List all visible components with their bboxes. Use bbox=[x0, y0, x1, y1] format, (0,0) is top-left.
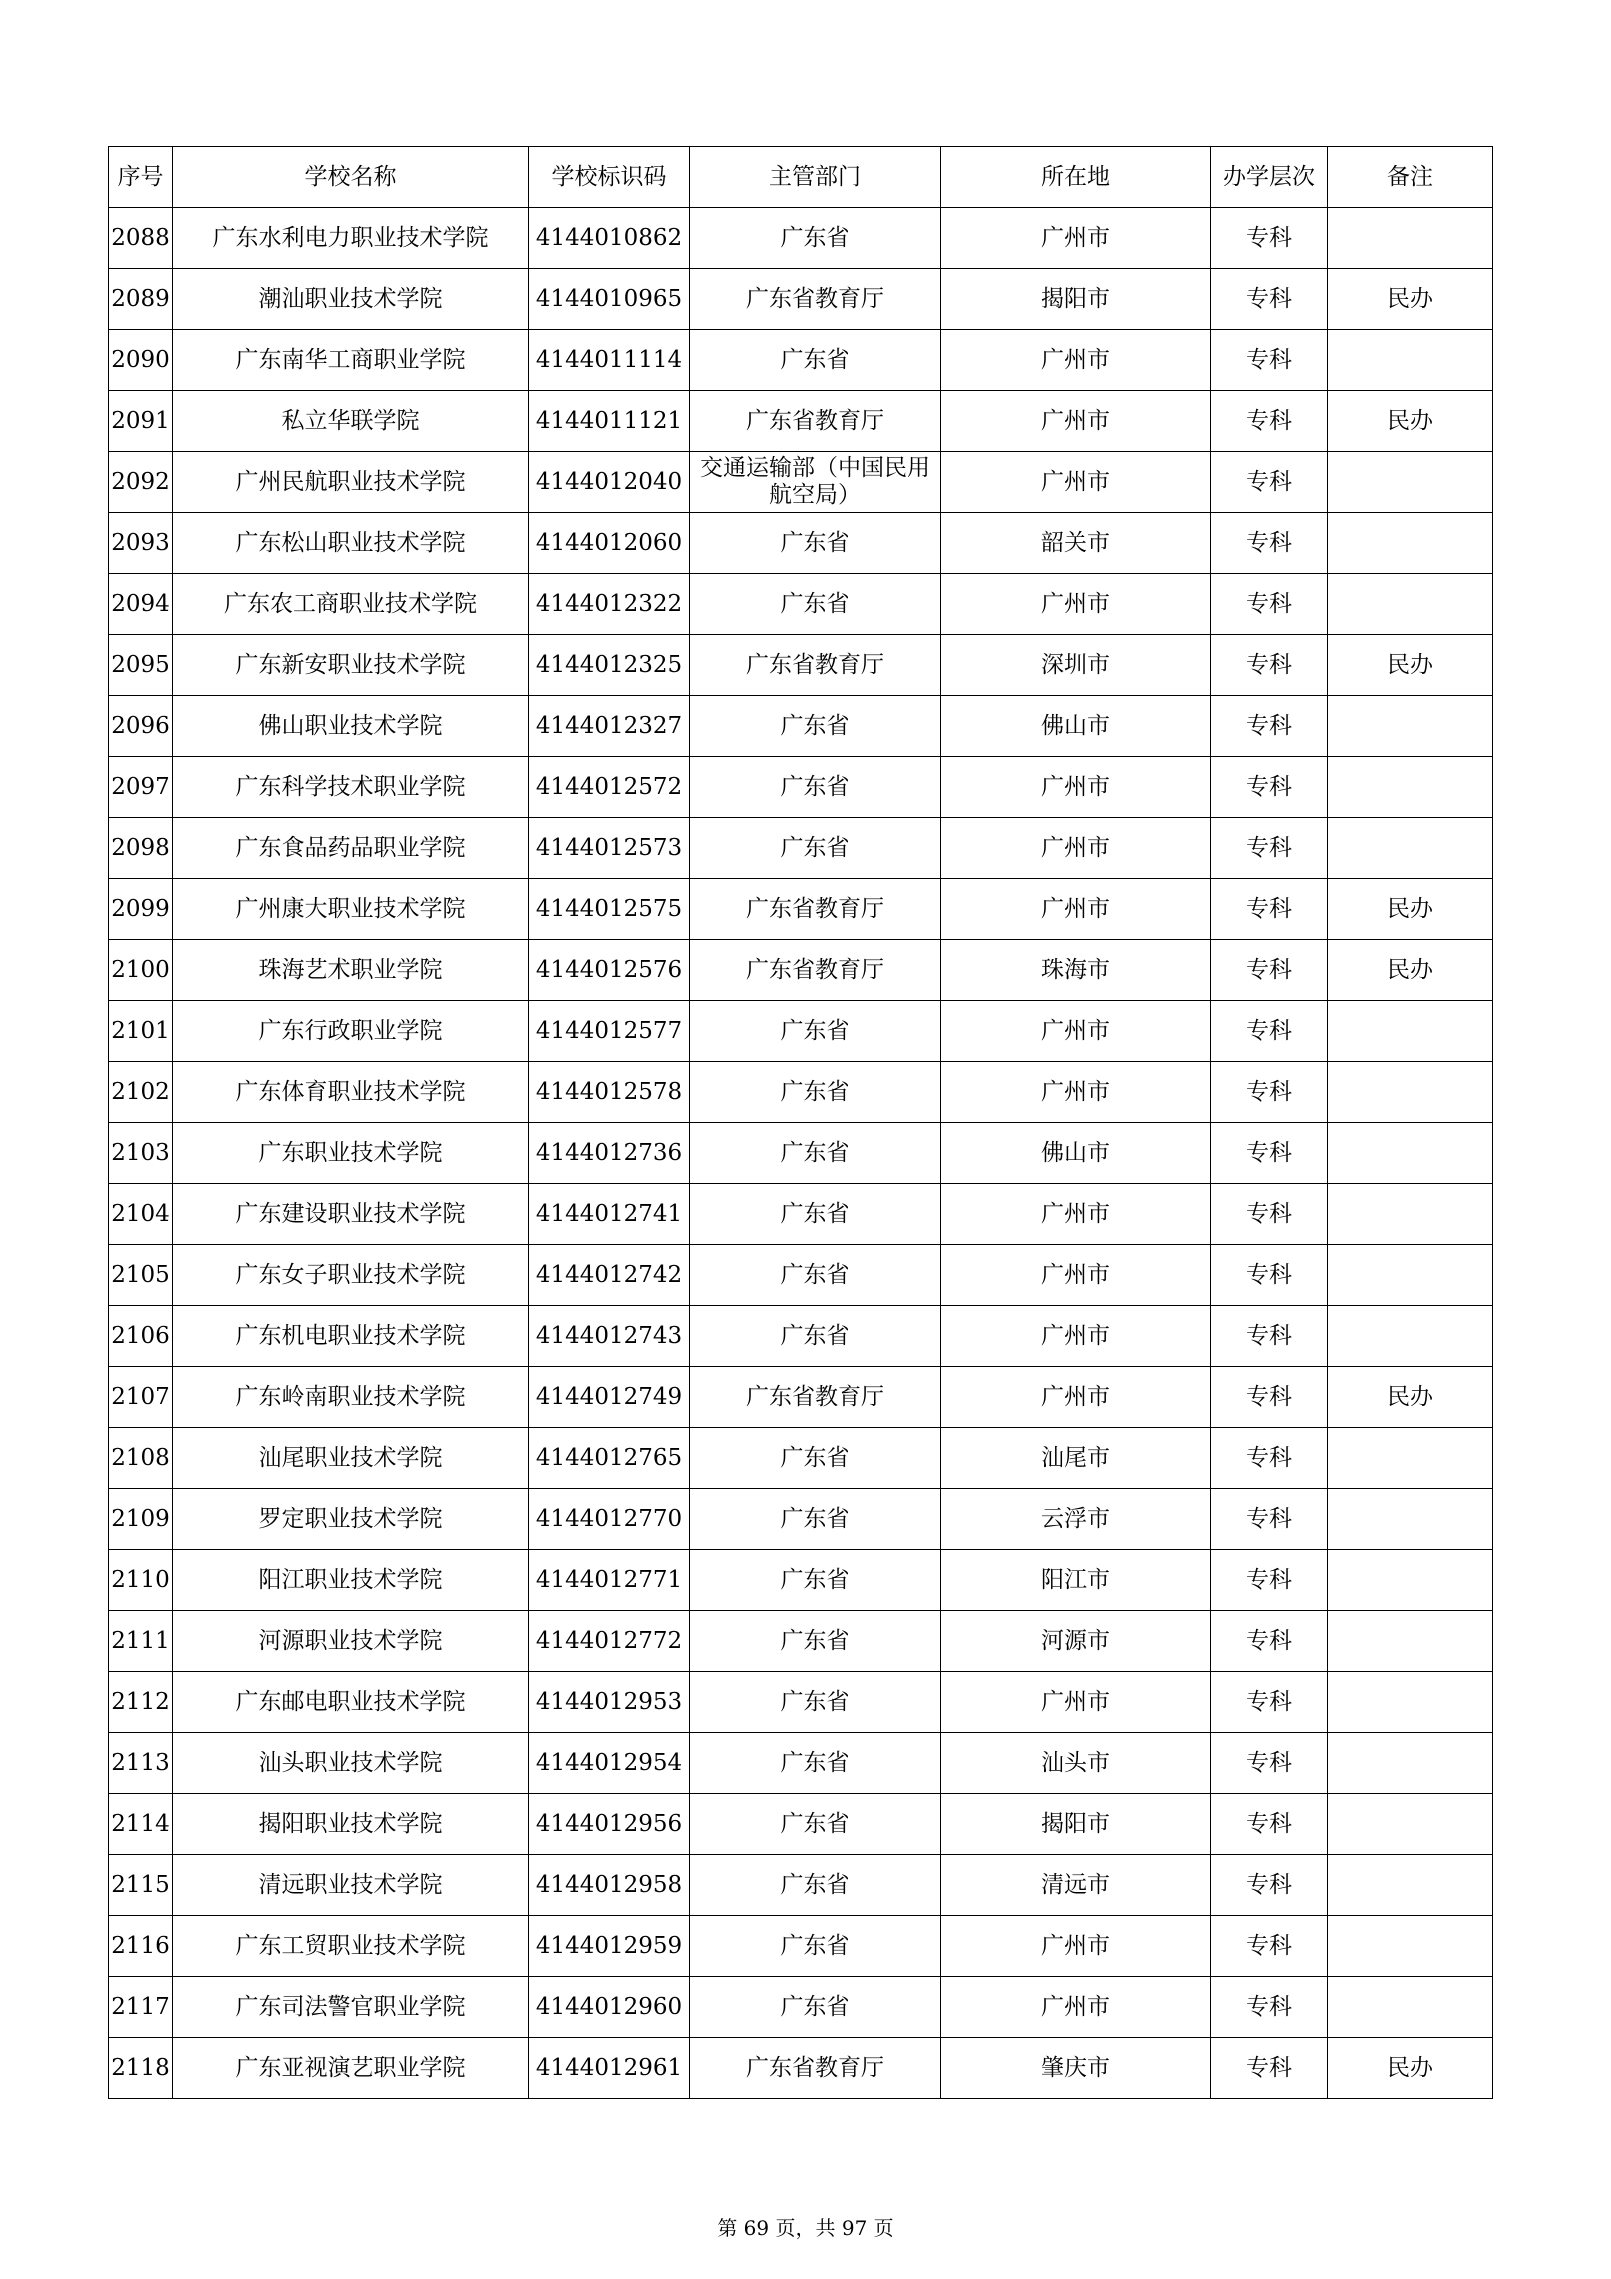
cell-level: 专科 bbox=[1211, 1550, 1328, 1611]
table-row bbox=[109, 513, 1493, 574]
cell-remarks: 民办 bbox=[1328, 1367, 1493, 1428]
cell-school-code: 4144012573 bbox=[529, 818, 690, 879]
table-row bbox=[109, 1489, 1493, 1550]
cell-location: 广州市 bbox=[941, 1306, 1211, 1367]
cell-department: 广东省 bbox=[690, 513, 941, 574]
cell-level: 专科 bbox=[1211, 2038, 1328, 2099]
table-row bbox=[109, 1062, 1493, 1123]
cell-school-name: 私立华联学院 bbox=[173, 391, 529, 452]
table-row bbox=[109, 574, 1493, 635]
cell-level: 专科 bbox=[1211, 1001, 1328, 1062]
cell-department: 广东省 bbox=[690, 330, 941, 391]
cell-school-code: 4144012749 bbox=[529, 1367, 690, 1428]
cell-level: 专科 bbox=[1211, 940, 1328, 1001]
table-row bbox=[109, 1794, 1493, 1855]
cell-index: 2091 bbox=[109, 391, 173, 452]
cell-school-name: 清远职业技术学院 bbox=[173, 1855, 529, 1916]
cell-level: 专科 bbox=[1211, 1245, 1328, 1306]
cell-level: 专科 bbox=[1211, 1306, 1328, 1367]
cell-school-name: 广东体育职业技术学院 bbox=[173, 1062, 529, 1123]
table-row bbox=[109, 1306, 1493, 1367]
cell-remarks bbox=[1328, 1672, 1493, 1733]
cell-remarks bbox=[1328, 1733, 1493, 1794]
cell-school-code: 4144012958 bbox=[529, 1855, 690, 1916]
cell-level: 专科 bbox=[1211, 1428, 1328, 1489]
header-index: 序号 bbox=[109, 147, 173, 208]
cell-index: 2110 bbox=[109, 1550, 173, 1611]
cell-school-name: 罗定职业技术学院 bbox=[173, 1489, 529, 1550]
cell-index: 2089 bbox=[109, 269, 173, 330]
cell-level: 专科 bbox=[1211, 1855, 1328, 1916]
cell-location: 广州市 bbox=[941, 208, 1211, 269]
cell-school-code: 4144012040 bbox=[529, 452, 690, 513]
table-row bbox=[109, 1001, 1493, 1062]
cell-level: 专科 bbox=[1211, 269, 1328, 330]
cell-department: 广东省 bbox=[690, 1550, 941, 1611]
cell-department: 广东省 bbox=[690, 818, 941, 879]
cell-school-code: 4144011121 bbox=[529, 391, 690, 452]
cell-department: 交通运输部（中国民用航空局） bbox=[690, 452, 941, 513]
table-row bbox=[109, 269, 1493, 330]
cell-department: 广东省 bbox=[690, 574, 941, 635]
cell-school-name: 汕尾职业技术学院 bbox=[173, 1428, 529, 1489]
cell-remarks: 民办 bbox=[1328, 879, 1493, 940]
table-row bbox=[109, 391, 1493, 452]
cell-remarks bbox=[1328, 452, 1493, 513]
cell-remarks bbox=[1328, 1306, 1493, 1367]
cell-school-name: 佛山职业技术学院 bbox=[173, 696, 529, 757]
table-row bbox=[109, 1916, 1493, 1977]
table-row bbox=[109, 1611, 1493, 1672]
cell-index: 2102 bbox=[109, 1062, 173, 1123]
cell-location: 云浮市 bbox=[941, 1489, 1211, 1550]
cell-index: 2097 bbox=[109, 757, 173, 818]
cell-department: 广东省教育厅 bbox=[690, 1367, 941, 1428]
cell-level: 专科 bbox=[1211, 1123, 1328, 1184]
cell-school-name: 珠海艺术职业学院 bbox=[173, 940, 529, 1001]
cell-location: 河源市 bbox=[941, 1611, 1211, 1672]
cell-level: 专科 bbox=[1211, 635, 1328, 696]
cell-level: 专科 bbox=[1211, 1977, 1328, 2038]
cell-school-name: 广东邮电职业技术学院 bbox=[173, 1672, 529, 1733]
cell-department: 广东省 bbox=[690, 1123, 941, 1184]
cell-location: 广州市 bbox=[941, 1367, 1211, 1428]
cell-department: 广东省教育厅 bbox=[690, 940, 941, 1001]
cell-school-name: 广东女子职业技术学院 bbox=[173, 1245, 529, 1306]
cell-remarks bbox=[1328, 1916, 1493, 1977]
cell-location: 广州市 bbox=[941, 1245, 1211, 1306]
header-department: 主管部门 bbox=[690, 147, 941, 208]
cell-level: 专科 bbox=[1211, 452, 1328, 513]
cell-school-code: 4144012961 bbox=[529, 2038, 690, 2099]
cell-level: 专科 bbox=[1211, 513, 1328, 574]
cell-location: 揭阳市 bbox=[941, 269, 1211, 330]
table-row bbox=[109, 1428, 1493, 1489]
cell-school-name: 广东建设职业技术学院 bbox=[173, 1184, 529, 1245]
cell-school-name: 广东司法警官职业学院 bbox=[173, 1977, 529, 2038]
cell-school-code: 4144012327 bbox=[529, 696, 690, 757]
cell-department: 广东省 bbox=[690, 696, 941, 757]
cell-remarks: 民办 bbox=[1328, 940, 1493, 1001]
cell-index: 2100 bbox=[109, 940, 173, 1001]
cell-department: 广东省 bbox=[690, 1672, 941, 1733]
table-row bbox=[109, 1184, 1493, 1245]
cell-location: 广州市 bbox=[941, 330, 1211, 391]
cell-remarks bbox=[1328, 1245, 1493, 1306]
cell-remarks bbox=[1328, 1062, 1493, 1123]
cell-location: 佛山市 bbox=[941, 1123, 1211, 1184]
table-row bbox=[109, 208, 1493, 269]
cell-school-name: 广东新安职业技术学院 bbox=[173, 635, 529, 696]
cell-school-name: 广州康大职业技术学院 bbox=[173, 879, 529, 940]
cell-index: 2094 bbox=[109, 574, 173, 635]
cell-school-name: 广东工贸职业技术学院 bbox=[173, 1916, 529, 1977]
cell-index: 2103 bbox=[109, 1123, 173, 1184]
cell-department: 广东省 bbox=[690, 1184, 941, 1245]
table-row bbox=[109, 1245, 1493, 1306]
cell-school-code: 4144012325 bbox=[529, 635, 690, 696]
table-row bbox=[109, 1855, 1493, 1916]
cell-school-code: 4144012960 bbox=[529, 1977, 690, 2038]
cell-school-code: 4144012572 bbox=[529, 757, 690, 818]
cell-department: 广东省 bbox=[690, 1855, 941, 1916]
cell-remarks bbox=[1328, 1550, 1493, 1611]
header-school-code: 学校标识码 bbox=[529, 147, 690, 208]
table-row bbox=[109, 635, 1493, 696]
cell-department: 广东省 bbox=[690, 1977, 941, 2038]
cell-school-code: 4144012770 bbox=[529, 1489, 690, 1550]
cell-remarks bbox=[1328, 1977, 1493, 2038]
cell-location: 广州市 bbox=[941, 1916, 1211, 1977]
cell-department: 广东省 bbox=[690, 757, 941, 818]
cell-school-code: 4144012742 bbox=[529, 1245, 690, 1306]
cell-department: 广东省教育厅 bbox=[690, 391, 941, 452]
cell-school-code: 4144012576 bbox=[529, 940, 690, 1001]
cell-department: 广东省 bbox=[690, 1001, 941, 1062]
cell-school-code: 4144012741 bbox=[529, 1184, 690, 1245]
cell-location: 广州市 bbox=[941, 757, 1211, 818]
cell-department: 广东省 bbox=[690, 1428, 941, 1489]
cell-remarks bbox=[1328, 208, 1493, 269]
cell-remarks bbox=[1328, 1855, 1493, 1916]
cell-school-code: 4144012956 bbox=[529, 1794, 690, 1855]
cell-school-name: 广东水利电力职业技术学院 bbox=[173, 208, 529, 269]
cell-school-code: 4144012771 bbox=[529, 1550, 690, 1611]
header-location: 所在地 bbox=[941, 147, 1211, 208]
cell-remarks bbox=[1328, 1611, 1493, 1672]
cell-location: 汕尾市 bbox=[941, 1428, 1211, 1489]
cell-location: 广州市 bbox=[941, 1977, 1211, 2038]
table-row bbox=[109, 1367, 1493, 1428]
cell-index: 2092 bbox=[109, 452, 173, 513]
cell-school-name: 广东机电职业技术学院 bbox=[173, 1306, 529, 1367]
cell-remarks bbox=[1328, 1489, 1493, 1550]
table-header-row bbox=[109, 147, 1493, 208]
cell-school-code: 4144012577 bbox=[529, 1001, 690, 1062]
cell-remarks: 民办 bbox=[1328, 269, 1493, 330]
cell-department: 广东省教育厅 bbox=[690, 879, 941, 940]
cell-index: 2101 bbox=[109, 1001, 173, 1062]
cell-index: 2093 bbox=[109, 513, 173, 574]
cell-department: 广东省 bbox=[690, 208, 941, 269]
cell-school-code: 4144012772 bbox=[529, 1611, 690, 1672]
table-row bbox=[109, 330, 1493, 391]
cell-level: 专科 bbox=[1211, 1916, 1328, 1977]
cell-index: 2095 bbox=[109, 635, 173, 696]
cell-level: 专科 bbox=[1211, 208, 1328, 269]
cell-level: 专科 bbox=[1211, 1611, 1328, 1672]
cell-location: 广州市 bbox=[941, 818, 1211, 879]
cell-index: 2104 bbox=[109, 1184, 173, 1245]
cell-school-code: 4144012322 bbox=[529, 574, 690, 635]
cell-department: 广东省 bbox=[690, 1306, 941, 1367]
cell-level: 专科 bbox=[1211, 1733, 1328, 1794]
cell-school-name: 广东职业技术学院 bbox=[173, 1123, 529, 1184]
cell-level: 专科 bbox=[1211, 574, 1328, 635]
cell-remarks: 民办 bbox=[1328, 391, 1493, 452]
cell-school-code: 4144012743 bbox=[529, 1306, 690, 1367]
cell-level: 专科 bbox=[1211, 1367, 1328, 1428]
cell-school-code: 4144012959 bbox=[529, 1916, 690, 1977]
cell-school-name: 潮汕职业技术学院 bbox=[173, 269, 529, 330]
cell-level: 专科 bbox=[1211, 696, 1328, 757]
cell-department: 广东省 bbox=[690, 1794, 941, 1855]
table-row bbox=[109, 940, 1493, 1001]
cell-department: 广东省教育厅 bbox=[690, 2038, 941, 2099]
cell-remarks bbox=[1328, 1428, 1493, 1489]
cell-remarks bbox=[1328, 574, 1493, 635]
cell-school-name: 揭阳职业技术学院 bbox=[173, 1794, 529, 1855]
cell-index: 2115 bbox=[109, 1855, 173, 1916]
header-level: 办学层次 bbox=[1211, 147, 1328, 208]
cell-location: 佛山市 bbox=[941, 696, 1211, 757]
cell-school-code: 4144012765 bbox=[529, 1428, 690, 1489]
cell-school-name: 广东农工商职业技术学院 bbox=[173, 574, 529, 635]
cell-level: 专科 bbox=[1211, 330, 1328, 391]
cell-school-code: 4144010862 bbox=[529, 208, 690, 269]
cell-remarks bbox=[1328, 1001, 1493, 1062]
cell-index: 2088 bbox=[109, 208, 173, 269]
cell-school-name: 阳江职业技术学院 bbox=[173, 1550, 529, 1611]
header-remarks: 备注 bbox=[1328, 147, 1493, 208]
table-row bbox=[109, 757, 1493, 818]
cell-index: 2107 bbox=[109, 1367, 173, 1428]
cell-location: 广州市 bbox=[941, 1001, 1211, 1062]
table-body bbox=[109, 208, 1493, 2099]
cell-level: 专科 bbox=[1211, 818, 1328, 879]
cell-level: 专科 bbox=[1211, 1489, 1328, 1550]
cell-location: 广州市 bbox=[941, 574, 1211, 635]
cell-department: 广东省 bbox=[690, 1611, 941, 1672]
cell-location: 汕头市 bbox=[941, 1733, 1211, 1794]
cell-school-code: 4144011114 bbox=[529, 330, 690, 391]
cell-remarks bbox=[1328, 513, 1493, 574]
cell-index: 2105 bbox=[109, 1245, 173, 1306]
cell-department: 广东省教育厅 bbox=[690, 269, 941, 330]
cell-index: 2116 bbox=[109, 1916, 173, 1977]
cell-index: 2113 bbox=[109, 1733, 173, 1794]
cell-level: 专科 bbox=[1211, 391, 1328, 452]
cell-index: 2111 bbox=[109, 1611, 173, 1672]
cell-location: 广州市 bbox=[941, 391, 1211, 452]
cell-remarks: 民办 bbox=[1328, 635, 1493, 696]
table-row bbox=[109, 2038, 1493, 2099]
cell-remarks bbox=[1328, 330, 1493, 391]
cell-school-code: 4144012578 bbox=[529, 1062, 690, 1123]
cell-index: 2118 bbox=[109, 2038, 173, 2099]
cell-school-name: 广东南华工商职业学院 bbox=[173, 330, 529, 391]
cell-department: 广东省 bbox=[690, 1733, 941, 1794]
cell-location: 肇庆市 bbox=[941, 2038, 1211, 2099]
cell-index: 2106 bbox=[109, 1306, 173, 1367]
cell-level: 专科 bbox=[1211, 1184, 1328, 1245]
cell-level: 专科 bbox=[1211, 879, 1328, 940]
cell-index: 2117 bbox=[109, 1977, 173, 2038]
cell-location: 广州市 bbox=[941, 452, 1211, 513]
cell-school-name: 广东松山职业技术学院 bbox=[173, 513, 529, 574]
cell-school-name: 广东亚视演艺职业学院 bbox=[173, 2038, 529, 2099]
cell-remarks bbox=[1328, 1794, 1493, 1855]
cell-location: 珠海市 bbox=[941, 940, 1211, 1001]
cell-remarks bbox=[1328, 757, 1493, 818]
table-row bbox=[109, 1550, 1493, 1611]
cell-school-code: 4144012736 bbox=[529, 1123, 690, 1184]
cell-level: 专科 bbox=[1211, 1794, 1328, 1855]
cell-location: 广州市 bbox=[941, 879, 1211, 940]
cell-index: 2096 bbox=[109, 696, 173, 757]
cell-school-name: 广东食品药品职业学院 bbox=[173, 818, 529, 879]
cell-department: 广东省教育厅 bbox=[690, 635, 941, 696]
cell-index: 2108 bbox=[109, 1428, 173, 1489]
table-row bbox=[109, 879, 1493, 940]
cell-school-code: 4144012060 bbox=[529, 513, 690, 574]
cell-school-name: 广东行政职业学院 bbox=[173, 1001, 529, 1062]
table-row bbox=[109, 818, 1493, 879]
cell-index: 2114 bbox=[109, 1794, 173, 1855]
header-school-name: 学校名称 bbox=[173, 147, 529, 208]
cell-location: 清远市 bbox=[941, 1855, 1211, 1916]
cell-remarks bbox=[1328, 696, 1493, 757]
table-row bbox=[109, 1977, 1493, 2038]
cell-school-name: 汕头职业技术学院 bbox=[173, 1733, 529, 1794]
page-number-footer: 第 69 页，共 97 页 bbox=[717, 2216, 894, 2240]
cell-remarks bbox=[1328, 1123, 1493, 1184]
cell-school-name: 广东科学技术职业学院 bbox=[173, 757, 529, 818]
cell-school-code: 4144012953 bbox=[529, 1672, 690, 1733]
cell-location: 深圳市 bbox=[941, 635, 1211, 696]
cell-school-code: 4144010965 bbox=[529, 269, 690, 330]
cell-school-code: 4144012954 bbox=[529, 1733, 690, 1794]
cell-remarks bbox=[1328, 818, 1493, 879]
cell-level: 专科 bbox=[1211, 1672, 1328, 1733]
cell-remarks: 民办 bbox=[1328, 2038, 1493, 2099]
cell-school-name: 广东岭南职业技术学院 bbox=[173, 1367, 529, 1428]
cell-index: 2098 bbox=[109, 818, 173, 879]
cell-department: 广东省 bbox=[690, 1245, 941, 1306]
cell-index: 2112 bbox=[109, 1672, 173, 1733]
table-row bbox=[109, 1123, 1493, 1184]
cell-remarks bbox=[1328, 1184, 1493, 1245]
school-table bbox=[108, 146, 1493, 2099]
cell-index: 2090 bbox=[109, 330, 173, 391]
table-row bbox=[109, 1733, 1493, 1794]
cell-index: 2109 bbox=[109, 1489, 173, 1550]
cell-location: 阳江市 bbox=[941, 1550, 1211, 1611]
cell-location: 广州市 bbox=[941, 1672, 1211, 1733]
table-row bbox=[109, 452, 1493, 513]
cell-location: 韶关市 bbox=[941, 513, 1211, 574]
cell-department: 广东省 bbox=[690, 1489, 941, 1550]
cell-school-name: 河源职业技术学院 bbox=[173, 1611, 529, 1672]
cell-level: 专科 bbox=[1211, 757, 1328, 818]
cell-department: 广东省 bbox=[690, 1916, 941, 1977]
cell-index: 2099 bbox=[109, 879, 173, 940]
cell-location: 揭阳市 bbox=[941, 1794, 1211, 1855]
cell-school-code: 4144012575 bbox=[529, 879, 690, 940]
cell-level: 专科 bbox=[1211, 1062, 1328, 1123]
cell-department: 广东省 bbox=[690, 1062, 941, 1123]
table-row bbox=[109, 1672, 1493, 1733]
cell-school-name: 广州民航职业技术学院 bbox=[173, 452, 529, 513]
table-row bbox=[109, 696, 1493, 757]
cell-location: 广州市 bbox=[941, 1184, 1211, 1245]
cell-location: 广州市 bbox=[941, 1062, 1211, 1123]
